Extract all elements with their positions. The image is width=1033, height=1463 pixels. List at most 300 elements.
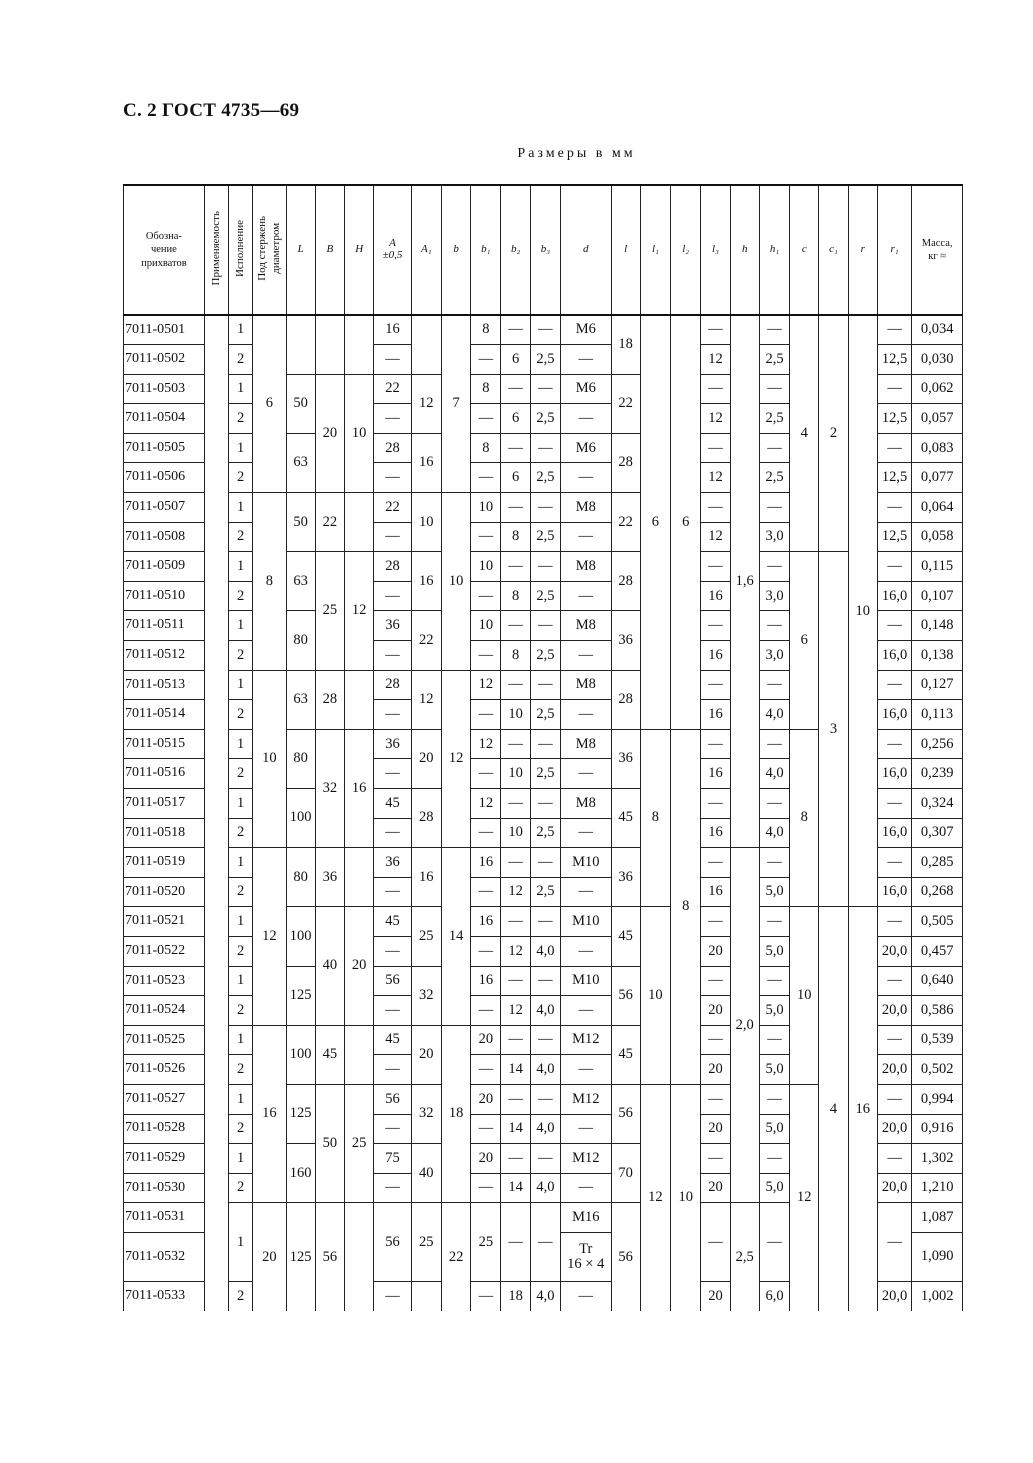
cell-l2: 6 <box>671 315 701 729</box>
cell-r1: 20,0 <box>877 936 911 966</box>
col-l: l <box>611 185 640 315</box>
cell-designation: 7011-0510 <box>124 581 205 611</box>
cell-designation: 7011-0509 <box>124 552 205 582</box>
cell-A: 45 <box>374 1025 411 1055</box>
cell-mass: 0,502 <box>912 1055 963 1085</box>
cell-mass: 0,916 <box>912 1114 963 1144</box>
cell-r1: — <box>877 848 911 878</box>
table-row <box>124 552 963 582</box>
cell-d: — <box>561 404 611 434</box>
cell-r1: — <box>877 1203 911 1282</box>
col-r: r <box>848 185 877 315</box>
cell-b3: 4,0 <box>530 1173 560 1203</box>
cell-applicability <box>204 433 228 463</box>
cell-B: 56 <box>315 1203 344 1311</box>
cell-applicability <box>204 1173 228 1203</box>
cell-d: М6 <box>561 315 611 345</box>
cell-d: М10 <box>561 848 611 878</box>
cell-A: 28 <box>374 552 411 582</box>
cell-b3: — <box>530 907 560 937</box>
cell-A: 36 <box>374 729 411 759</box>
cell-designation: 7011-0515 <box>124 729 205 759</box>
cell-H: 25 <box>345 1084 374 1202</box>
cell-d: — <box>561 522 611 552</box>
cell-c1: 2 <box>819 315 848 552</box>
cell-L: 80 <box>286 729 315 788</box>
col-A: A ±0,5 <box>374 185 411 315</box>
cell-r: 16 <box>848 907 877 1311</box>
cell-version: 2 <box>228 818 252 848</box>
cell-b3: — <box>530 670 560 700</box>
cell-r1: — <box>877 1144 911 1174</box>
cell-b2: — <box>501 907 530 937</box>
cell-h1: — <box>759 729 789 759</box>
col-rod-diameter-label: Под стержень диаметром <box>255 215 282 281</box>
cell-applicability <box>204 729 228 759</box>
cell-A: 22 <box>374 374 411 404</box>
cell-l: 28 <box>611 670 640 729</box>
cell-applicability <box>204 552 228 582</box>
cell-A: — <box>374 345 411 375</box>
cell-A1: 40 <box>411 1144 441 1203</box>
cell-h1: 4,0 <box>759 759 789 789</box>
cell-A: 45 <box>374 789 411 819</box>
cell-b3: — <box>530 1025 560 1055</box>
cell-b1: — <box>471 996 501 1026</box>
cell-b1: — <box>471 1055 501 1085</box>
cell-version: 1 <box>228 907 252 937</box>
cell-r1: 12,5 <box>877 345 911 375</box>
cell-r1: — <box>877 611 911 641</box>
cell-b1: — <box>471 700 501 730</box>
col-applicability-label: Применяемость <box>209 211 222 286</box>
cell-b: 12 <box>441 670 470 848</box>
cell-r1: — <box>877 907 911 937</box>
cell-l1: 6 <box>640 315 670 729</box>
cell-designation: 7011-0506 <box>124 463 205 493</box>
cell-d: — <box>561 818 611 848</box>
cell-h1: — <box>759 1084 789 1114</box>
cell-mass: 1,087 <box>912 1203 963 1233</box>
cell-B: 22 <box>315 493 344 552</box>
cell-b1: 12 <box>471 670 501 700</box>
cell-b3: — <box>530 966 560 996</box>
cell-b3: 2,5 <box>530 581 560 611</box>
cell-l3: — <box>701 374 730 404</box>
cell-l3: 12 <box>701 522 730 552</box>
cell-d: — <box>561 877 611 907</box>
cell-mass: 1,302 <box>912 1144 963 1174</box>
cell-b2: — <box>501 729 530 759</box>
cell-h1: 4,0 <box>759 818 789 848</box>
col-c1: c₁ <box>819 185 848 315</box>
cell-b1: 12 <box>471 729 501 759</box>
col-H: H <box>345 185 374 315</box>
cell-b2: — <box>501 552 530 582</box>
cell-h1: — <box>759 966 789 996</box>
cell-version: 1 <box>228 789 252 819</box>
cell-H: 20 <box>345 907 374 1025</box>
cell-A1: 22 <box>411 611 441 670</box>
cell-A: — <box>374 936 411 966</box>
cell-d: М8 <box>561 670 611 700</box>
cell-version: 1 <box>228 729 252 759</box>
cell-h1: — <box>759 907 789 937</box>
cell-A1: 20 <box>411 729 441 788</box>
cell-mass: 0,307 <box>912 818 963 848</box>
cell-d: — <box>561 463 611 493</box>
cell-r1: 20,0 <box>877 996 911 1026</box>
cell-b2: — <box>501 1144 530 1174</box>
cell-b3: 2,5 <box>530 404 560 434</box>
cell-d: — <box>561 1281 611 1311</box>
cell-designation: 7011-0522 <box>124 936 205 966</box>
col-B: B <box>315 185 344 315</box>
cell-A: — <box>374 463 411 493</box>
cell-version: 2 <box>228 463 252 493</box>
cell-d: — <box>561 936 611 966</box>
cell-l: 28 <box>611 552 640 611</box>
cell-L: 125 <box>286 1084 315 1143</box>
cell-h1: — <box>759 552 789 582</box>
cell-A1: 32 <box>411 966 441 1025</box>
cell-B: 50 <box>315 1084 344 1202</box>
cell-d: М10 <box>561 966 611 996</box>
cell-B: 28 <box>315 670 344 729</box>
cell-l: 56 <box>611 1203 640 1311</box>
cell-b2: — <box>501 493 530 523</box>
cell-b2: — <box>501 611 530 641</box>
cell-l: 22 <box>611 374 640 433</box>
cell-r1: 16,0 <box>877 641 911 671</box>
cell-b3: — <box>530 374 560 404</box>
cell-L: 50 <box>286 493 315 552</box>
cell-r1: 20,0 <box>877 1173 911 1203</box>
cell-d: — <box>561 1114 611 1144</box>
cell-mass: 0,457 <box>912 936 963 966</box>
cell-mass: 0,062 <box>912 374 963 404</box>
col-A1: A₁ <box>411 185 441 315</box>
cell-b1: — <box>471 1114 501 1144</box>
col-b3: b₃ <box>530 185 560 315</box>
cell-l3: 20 <box>701 996 730 1026</box>
cell-r1: — <box>877 315 911 345</box>
cell-l3: — <box>701 907 730 937</box>
dimensions-table <box>123 184 963 1311</box>
cell-version: 1 <box>228 1025 252 1055</box>
table-header-row <box>124 185 963 315</box>
cell-b: 7 <box>441 315 470 493</box>
cell-h1: — <box>759 315 789 345</box>
cell-A1: 16 <box>411 552 441 611</box>
cell-l: 56 <box>611 966 640 1025</box>
cell-A: 45 <box>374 907 411 937</box>
cell-b2: — <box>501 1084 530 1114</box>
cell-b1: — <box>471 818 501 848</box>
cell-version: 1 <box>228 611 252 641</box>
cell-H <box>345 1025 374 1084</box>
cell-b1: — <box>471 1281 501 1311</box>
cell-mass: 0,115 <box>912 552 963 582</box>
cell-rod-diameter: 6 <box>253 315 286 493</box>
cell-applicability <box>204 907 228 937</box>
cell-A: — <box>374 700 411 730</box>
cell-A1: 16 <box>411 433 441 492</box>
table-row <box>124 315 963 345</box>
cell-l3: — <box>701 789 730 819</box>
cell-l3: 16 <box>701 759 730 789</box>
cell-mass: 0,586 <box>912 996 963 1026</box>
cell-c1: 4 <box>819 907 848 1311</box>
cell-version: 1 <box>228 1203 252 1282</box>
page-header: С. 2 ГОСТ 4735—69 <box>123 100 300 121</box>
cell-l3: — <box>701 848 730 878</box>
cell-b3: — <box>530 1144 560 1174</box>
cell-b3: — <box>530 729 560 759</box>
cell-applicability <box>204 818 228 848</box>
cell-b1: — <box>471 404 501 434</box>
cell-h1: 5,0 <box>759 1173 789 1203</box>
cell-designation: 7011-0527 <box>124 1084 205 1114</box>
cell-l2: 10 <box>671 1084 701 1311</box>
cell-mass: 0,127 <box>912 670 963 700</box>
cell-d: М6 <box>561 433 611 463</box>
cell-applicability <box>204 848 228 878</box>
cell-b3: 2,5 <box>530 700 560 730</box>
cell-A1: 20 <box>411 1025 441 1084</box>
col-c: c <box>790 185 819 315</box>
cell-version: 2 <box>228 404 252 434</box>
cell-applicability <box>204 1025 228 1055</box>
cell-h1: — <box>759 848 789 878</box>
cell-L: 125 <box>286 1203 315 1311</box>
cell-mass: 0,324 <box>912 789 963 819</box>
cell-b2: — <box>501 670 530 700</box>
cell-version: 2 <box>228 1173 252 1203</box>
cell-designation: 7011-0530 <box>124 1173 205 1203</box>
cell-c: 6 <box>790 552 819 730</box>
col-mass: Масса, кг ≈ <box>912 185 963 315</box>
cell-h1: — <box>759 611 789 641</box>
cell-b3: 4,0 <box>530 1281 560 1311</box>
cell-b1: 8 <box>471 433 501 463</box>
cell-h1: 3,0 <box>759 581 789 611</box>
cell-A: 22 <box>374 493 411 523</box>
cell-r1: 16,0 <box>877 700 911 730</box>
cell-A: 36 <box>374 848 411 878</box>
cell-A: 28 <box>374 670 411 700</box>
table-caption: Размеры в мм <box>517 146 636 161</box>
cell-designation: 7011-0513 <box>124 670 205 700</box>
cell-designation: 7011-0503 <box>124 374 205 404</box>
cell-applicability <box>204 877 228 907</box>
cell-designation: 7011-0502 <box>124 345 205 375</box>
cell-l3: 16 <box>701 700 730 730</box>
cell-l1: 8 <box>640 729 670 907</box>
cell-applicability <box>204 1055 228 1085</box>
cell-h1: 5,0 <box>759 996 789 1026</box>
cell-version: 1 <box>228 433 252 463</box>
cell-l: 45 <box>611 789 640 848</box>
cell-h: 2,0 <box>730 848 759 1203</box>
cell-designation: 7011-0528 <box>124 1114 205 1144</box>
cell-b1: — <box>471 1173 501 1203</box>
col-l1: l₁ <box>640 185 670 315</box>
cell-designation: 7011-0516 <box>124 759 205 789</box>
cell-b1: — <box>471 877 501 907</box>
cell-A: 28 <box>374 433 411 463</box>
cell-l: 45 <box>611 1025 640 1084</box>
cell-A: — <box>374 1173 411 1203</box>
cell-rod-diameter: 10 <box>253 670 286 848</box>
cell-version: 2 <box>228 641 252 671</box>
cell-designation: 7011-0533 <box>124 1281 205 1311</box>
cell-h1: 5,0 <box>759 1114 789 1144</box>
table-body <box>124 315 963 1311</box>
cell-L: 160 <box>286 1144 315 1203</box>
cell-b3: 4,0 <box>530 1114 560 1144</box>
cell-l3: 12 <box>701 404 730 434</box>
cell-version: 1 <box>228 493 252 523</box>
cell-r1: — <box>877 966 911 996</box>
cell-applicability <box>204 404 228 434</box>
cell-b1: 16 <box>471 907 501 937</box>
cell-l: 22 <box>611 493 640 552</box>
cell-applicability <box>204 1114 228 1144</box>
table-row <box>124 907 963 937</box>
cell-L: 50 <box>286 374 315 433</box>
cell-mass: 0,148 <box>912 611 963 641</box>
cell-h1: — <box>759 789 789 819</box>
cell-B: 32 <box>315 729 344 847</box>
col-L: L <box>286 185 315 315</box>
cell-h1: — <box>759 433 789 463</box>
cell-version: 2 <box>228 345 252 375</box>
cell-r1: — <box>877 729 911 759</box>
cell-b1: 10 <box>471 552 501 582</box>
cell-r1: — <box>877 552 911 582</box>
cell-b2: — <box>501 1203 530 1282</box>
cell-A1: 25 <box>411 1203 441 1282</box>
cell-h1: 2,5 <box>759 345 789 375</box>
cell-b2: 10 <box>501 818 530 848</box>
cell-d: — <box>561 1173 611 1203</box>
cell-version: 1 <box>228 1084 252 1114</box>
cell-l3: 12 <box>701 345 730 375</box>
cell-r1: 16,0 <box>877 759 911 789</box>
cell-d: — <box>561 641 611 671</box>
cell-version: 2 <box>228 996 252 1026</box>
cell-rod-diameter: 8 <box>253 493 286 671</box>
cell-L: 125 <box>286 966 315 1025</box>
cell-r: 10 <box>848 315 877 907</box>
cell-applicability <box>204 1281 228 1311</box>
cell-applicability <box>204 759 228 789</box>
cell-l: 56 <box>611 1084 640 1143</box>
cell-A1: 10 <box>411 493 441 552</box>
cell-h1: — <box>759 1203 789 1282</box>
cell-designation: 7011-0521 <box>124 907 205 937</box>
cell-mass: 0,057 <box>912 404 963 434</box>
cell-designation: 7011-0526 <box>124 1055 205 1085</box>
cell-b3: 2,5 <box>530 463 560 493</box>
cell-version: 2 <box>228 936 252 966</box>
cell-b3: — <box>530 611 560 641</box>
cell-applicability <box>204 493 228 523</box>
cell-L: 80 <box>286 611 315 670</box>
cell-designation: 7011-0507 <box>124 493 205 523</box>
cell-mass: 0,058 <box>912 522 963 552</box>
cell-A: — <box>374 581 411 611</box>
cell-b1: 10 <box>471 493 501 523</box>
cell-d: Tr 16 × 4 <box>561 1232 611 1281</box>
cell-applicability <box>204 315 228 345</box>
col-h: h <box>730 185 759 315</box>
cell-l: 36 <box>611 848 640 907</box>
cell-designation: 7011-0512 <box>124 641 205 671</box>
cell-mass: 0,994 <box>912 1084 963 1114</box>
cell-b2: — <box>501 1025 530 1055</box>
cell-b1: 16 <box>471 966 501 996</box>
cell-b1: 25 <box>471 1203 501 1282</box>
cell-L: 63 <box>286 670 315 729</box>
cell-mass: 0,138 <box>912 641 963 671</box>
cell-b2: 8 <box>501 522 530 552</box>
cell-d: М12 <box>561 1144 611 1174</box>
cell-applicability <box>204 1084 228 1114</box>
cell-l3: 12 <box>701 463 730 493</box>
cell-designation: 7011-0511 <box>124 611 205 641</box>
cell-l1: 12 <box>640 1084 670 1311</box>
cell-b3: 2,5 <box>530 877 560 907</box>
cell-c: 10 <box>790 907 819 1085</box>
cell-b1: 16 <box>471 848 501 878</box>
cell-mass: 0,640 <box>912 966 963 996</box>
cell-mass: 0,077 <box>912 463 963 493</box>
cell-designation: 7011-0524 <box>124 996 205 1026</box>
cell-d: М6 <box>561 374 611 404</box>
cell-l: 36 <box>611 611 640 670</box>
cell-b1: 8 <box>471 374 501 404</box>
cell-b3: — <box>530 315 560 345</box>
cell-version: 2 <box>228 1114 252 1144</box>
cell-A: — <box>374 1281 411 1311</box>
cell-mass: 0,256 <box>912 729 963 759</box>
cell-mass: 0,505 <box>912 907 963 937</box>
cell-c: 4 <box>790 315 819 552</box>
cell-l: 70 <box>611 1144 640 1203</box>
cell-A1: 28 <box>411 789 441 848</box>
cell-b1: 20 <box>471 1144 501 1174</box>
cell-version: 1 <box>228 848 252 878</box>
cell-l: 36 <box>611 729 640 788</box>
col-h1: h₁ <box>759 185 789 315</box>
cell-l: 45 <box>611 907 640 966</box>
cell-designation: 7011-0520 <box>124 877 205 907</box>
cell-b3: — <box>530 848 560 878</box>
cell-b3: — <box>530 1084 560 1114</box>
cell-version: 1 <box>228 1144 252 1174</box>
cell-h1: 3,0 <box>759 522 789 552</box>
cell-version: 2 <box>228 877 252 907</box>
cell-l3: 16 <box>701 641 730 671</box>
cell-b1: — <box>471 522 501 552</box>
cell-r1: 16,0 <box>877 877 911 907</box>
cell-r1: 16,0 <box>877 818 911 848</box>
cell-B: 40 <box>315 907 344 1025</box>
cell-A1 <box>411 315 441 374</box>
cell-designation: 7011-0531 <box>124 1203 205 1233</box>
